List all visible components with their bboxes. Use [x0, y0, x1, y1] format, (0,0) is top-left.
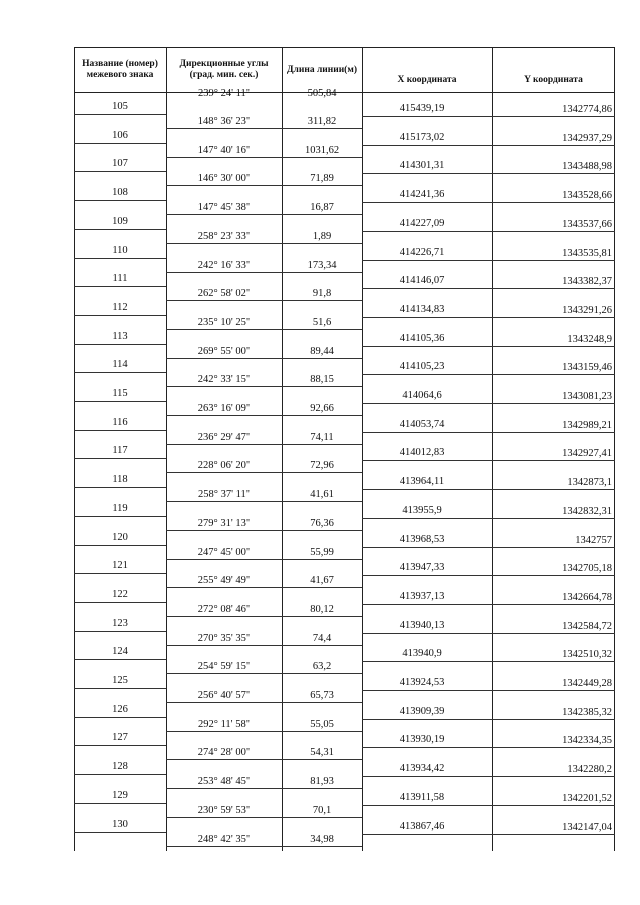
y-coordinate: 1343291,26 — [562, 304, 612, 316]
row-divider — [362, 489, 615, 490]
row-divider — [74, 430, 166, 431]
y-coordinate: 1342774,86 — [562, 104, 612, 115]
table-header — [74, 47, 615, 93]
boundary-mark-name: 128 — [112, 761, 128, 773]
direction-angle: 147° 45' 38" — [197, 202, 251, 214]
direction-angle: 258° 23' 33" — [197, 230, 251, 242]
y-coordinate: 1342280,2 — [567, 764, 612, 776]
y-coordinate: 1342201,52 — [562, 792, 612, 804]
x-coordinate: 413867,46 — [399, 820, 445, 832]
direction-angle: 228° 06' 20" — [197, 460, 251, 472]
row-divider — [166, 185, 362, 186]
y-coordinate: 1342937,29 — [562, 132, 612, 144]
row-divider — [166, 673, 362, 674]
row-divider — [166, 386, 362, 387]
x-coordinate: 413968,53 — [399, 533, 445, 545]
header-x: X координата — [397, 74, 457, 85]
line-length: 63,2 — [312, 661, 332, 673]
direction-angle: 247° 45' 00" — [197, 546, 251, 558]
x-coordinate: 413937,13 — [399, 590, 445, 602]
row-divider — [166, 501, 362, 502]
boundary-mark-name: 114 — [112, 359, 128, 371]
row-divider — [166, 243, 362, 244]
row-divider — [166, 272, 362, 273]
row-divider — [362, 346, 615, 347]
row-divider — [362, 747, 615, 748]
direction-angle: 269° 55' 00" — [197, 345, 251, 357]
boundary-mark-name: 124 — [112, 646, 128, 658]
row-divider — [362, 403, 615, 404]
row-divider — [74, 745, 166, 746]
boundary-mark-name: 120 — [112, 531, 128, 543]
row-divider — [74, 631, 166, 632]
x-coordinate: 415439,19 — [399, 103, 445, 114]
row-divider — [74, 315, 166, 316]
direction-angle: 270° 35' 35" — [197, 632, 251, 644]
line-length: 81,93 — [310, 776, 334, 788]
x-coordinate: 414105,36 — [399, 332, 445, 344]
row-divider — [362, 317, 615, 318]
row-divider — [74, 516, 166, 517]
row-divider — [74, 114, 166, 115]
y-coordinate: 1343382,37 — [562, 276, 612, 288]
row-divider — [362, 575, 615, 576]
line-length: 34,98 — [310, 833, 334, 845]
row-divider — [362, 260, 615, 261]
boundary-mark-name: 106 — [112, 129, 128, 141]
x-coordinate: 413940,9 — [402, 648, 442, 660]
line-length: 74,11 — [310, 431, 334, 443]
direction-angle: 236° 29' 47" — [197, 431, 251, 443]
boundary-mark-name: 107 — [112, 158, 128, 170]
x-coordinate: 414146,07 — [399, 275, 445, 287]
row-divider — [74, 832, 166, 833]
direction-angle: 147° 40' 16" — [197, 144, 251, 156]
x-coordinate: 413934,42 — [399, 763, 445, 775]
y-coordinate: 1342449,28 — [562, 678, 612, 689]
header-angle: Дирекционные углы (град. мин. сек.) — [179, 59, 269, 80]
boundary-mark-name: 129 — [112, 789, 128, 801]
row-divider — [74, 143, 166, 144]
boundary-mark-name: 108 — [112, 187, 128, 199]
y-coordinate: 1342334,35 — [562, 735, 612, 747]
row-divider — [74, 602, 166, 603]
boundary-mark-name: 126 — [112, 703, 128, 715]
row-divider — [166, 444, 362, 445]
row-divider — [74, 803, 166, 804]
row-divider — [74, 545, 166, 546]
x-coordinate: 414064,6 — [402, 390, 442, 401]
row-divider — [74, 717, 166, 718]
row-divider — [166, 300, 362, 301]
line-length: 89,44 — [310, 345, 334, 357]
boundary-mark-name: 125 — [112, 675, 128, 686]
line-length: 88,15 — [310, 374, 334, 386]
x-coordinate: 414053,74 — [399, 418, 445, 430]
row-divider — [362, 460, 615, 461]
x-coordinate: 414012,83 — [399, 447, 445, 459]
row-divider — [166, 759, 362, 760]
x-coordinate: 413930,19 — [399, 734, 445, 746]
row-divider — [362, 288, 615, 289]
direction-angle: 292° 11' 58" — [198, 718, 250, 730]
line-length: 91,8 — [312, 288, 332, 300]
row-divider — [362, 547, 615, 548]
line-length: 51,6 — [312, 316, 332, 328]
boundary-mark-name: 116 — [112, 416, 128, 428]
row-divider — [74, 487, 166, 488]
header-y: Y координата — [524, 74, 583, 85]
row-divider — [362, 145, 615, 146]
line-length: 41,67 — [310, 575, 334, 587]
row-divider — [74, 344, 166, 345]
direction-angle: 148° 36' 23" — [197, 116, 251, 127]
direction-angle: 272° 08' 46" — [197, 603, 251, 615]
boundary-mark-name: 123 — [112, 617, 128, 629]
row-divider — [362, 604, 615, 605]
x-coordinate: 414105,23 — [399, 361, 445, 373]
direction-angle: 253° 48' 45" — [197, 776, 251, 788]
direction-angle: 230° 59' 53" — [197, 804, 251, 816]
row-divider — [362, 661, 615, 662]
line-length: 311,82 — [307, 116, 337, 127]
direction-angle: 239° 24' 11" — [198, 88, 250, 99]
x-coordinate: 414241,36 — [399, 189, 445, 201]
line-length: 92,66 — [310, 403, 334, 414]
row-divider — [166, 329, 362, 330]
y-coordinate: 1342989,21 — [562, 419, 612, 431]
boundary-mark-name: 118 — [112, 474, 128, 486]
row-divider — [362, 231, 615, 232]
line-length: 80,12 — [310, 603, 334, 615]
line-length: 173,34 — [307, 259, 337, 271]
row-divider — [74, 229, 166, 230]
line-length: 505,84 — [307, 88, 337, 99]
row-divider — [74, 401, 166, 402]
y-coordinate: 1342873,1 — [567, 477, 612, 489]
x-coordinate: 415173,02 — [399, 131, 445, 143]
row-divider — [166, 817, 362, 818]
boundary-mark-name: 115 — [112, 388, 128, 399]
row-divider — [166, 128, 362, 129]
row-divider — [74, 372, 166, 373]
y-coordinate: 1342385,32 — [562, 706, 612, 718]
x-coordinate: 414134,83 — [399, 303, 445, 315]
row-divider — [166, 587, 362, 588]
line-length: 55,05 — [310, 718, 334, 730]
line-length: 1,89 — [312, 230, 332, 242]
header-length: Длина линии(м) — [287, 64, 357, 75]
line-length: 55,99 — [310, 546, 334, 558]
y-coordinate: 1343488,98 — [562, 161, 612, 173]
row-divider — [362, 805, 615, 806]
boundary-mark-name: 105 — [112, 101, 128, 112]
table-column-divider — [614, 47, 615, 851]
y-coordinate: 1343159,46 — [562, 362, 612, 374]
row-divider — [362, 719, 615, 720]
y-coordinate: 1342927,41 — [562, 448, 612, 460]
line-length: 70,1 — [312, 804, 332, 816]
x-coordinate: 413955,9 — [402, 504, 442, 516]
y-coordinate: 1343248,9 — [567, 333, 612, 345]
boundary-mark-name: 130 — [112, 818, 128, 830]
direction-angle: 258° 37' 11" — [198, 489, 250, 501]
boundary-mark-name: 110 — [112, 244, 128, 256]
y-coordinate: 1343535,81 — [562, 247, 612, 259]
row-divider — [166, 530, 362, 531]
row-divider — [166, 358, 362, 359]
row-divider — [166, 214, 362, 215]
row-divider — [74, 688, 166, 689]
row-divider — [166, 846, 362, 847]
boundary-mark-name: 119 — [112, 502, 128, 514]
row-divider — [166, 472, 362, 473]
row-divider — [362, 374, 615, 375]
direction-angle: 248° 42' 35" — [197, 833, 251, 845]
y-coordinate: 1343081,23 — [562, 391, 612, 402]
x-coordinate: 413909,39 — [399, 705, 445, 717]
boundary-mark-name: 113 — [112, 330, 128, 342]
boundary-mark-name: 122 — [112, 588, 128, 600]
row-divider — [362, 202, 615, 203]
direction-angle: 235° 10' 25" — [197, 316, 251, 328]
direction-angle: 255° 49' 49" — [197, 575, 251, 587]
line-length: 71,89 — [310, 173, 334, 185]
row-divider — [166, 157, 362, 158]
row-divider — [74, 258, 166, 259]
direction-angle: 254° 59' 15" — [197, 661, 251, 673]
y-coordinate: 1342584,72 — [562, 620, 612, 632]
x-coordinate: 413924,53 — [399, 677, 445, 688]
boundary-mark-name: 121 — [112, 560, 128, 572]
y-coordinate: 1343528,66 — [562, 190, 612, 202]
y-coordinate: 1343537,66 — [562, 218, 612, 230]
row-divider — [166, 702, 362, 703]
row-divider — [74, 171, 166, 172]
direction-angle: 256° 40' 57" — [197, 690, 251, 701]
line-length: 72,96 — [310, 460, 334, 472]
x-coordinate: 414226,71 — [399, 246, 445, 258]
line-length: 54,31 — [310, 747, 334, 759]
y-coordinate: 1342705,18 — [562, 563, 612, 575]
direction-angle: 262° 58' 02" — [197, 288, 251, 300]
x-coordinate: 414227,09 — [399, 217, 445, 229]
direction-angle: 242° 16' 33" — [197, 259, 251, 271]
row-divider — [166, 788, 362, 789]
x-coordinate: 413940,13 — [399, 619, 445, 631]
row-divider — [74, 458, 166, 459]
row-divider — [74, 573, 166, 574]
row-divider — [362, 834, 615, 835]
boundary-mark-name: 109 — [112, 215, 128, 227]
direction-angle: 146° 30' 00" — [197, 173, 251, 185]
direction-angle: 274° 28' 00" — [197, 747, 251, 759]
row-divider — [166, 415, 362, 416]
x-coordinate: 413947,33 — [399, 562, 445, 574]
line-length: 76,36 — [310, 517, 334, 529]
line-length: 65,73 — [310, 690, 334, 701]
row-divider — [362, 173, 615, 174]
row-divider — [74, 659, 166, 660]
y-coordinate: 1342510,32 — [562, 649, 612, 661]
line-length: 41,61 — [310, 489, 334, 501]
row-divider — [166, 731, 362, 732]
row-divider — [166, 616, 362, 617]
x-coordinate: 413911,58 — [399, 791, 445, 803]
direction-angle: 263° 16' 09" — [197, 403, 251, 414]
y-coordinate: 1342664,78 — [562, 591, 612, 603]
row-divider — [362, 690, 615, 691]
row-divider — [74, 286, 166, 287]
row-divider — [166, 645, 362, 646]
row-divider — [362, 633, 615, 634]
boundary-mark-name: 117 — [112, 445, 128, 457]
row-divider — [362, 116, 615, 117]
line-length: 16,87 — [310, 202, 334, 214]
row-divider — [362, 518, 615, 519]
x-coordinate: 413964,11 — [399, 476, 445, 488]
boundary-mark-name: 112 — [112, 301, 128, 313]
direction-angle: 279° 31' 13" — [197, 517, 251, 529]
x-coordinate: 414301,31 — [399, 160, 445, 172]
line-length: 74,4 — [312, 632, 332, 644]
boundary-mark-name: 111 — [112, 273, 128, 285]
row-divider — [74, 774, 166, 775]
y-coordinate: 1342757 — [575, 534, 612, 546]
row-divider — [362, 776, 615, 777]
header-name: Название (номер) межевого знака — [82, 59, 158, 80]
boundary-mark-name: 127 — [112, 732, 128, 744]
row-divider — [74, 200, 166, 201]
y-coordinate: 1342832,31 — [562, 505, 612, 517]
row-divider — [362, 432, 615, 433]
line-length: 1031,62 — [304, 144, 340, 156]
y-coordinate: 1342147,04 — [562, 821, 612, 833]
direction-angle: 242° 33' 15" — [197, 374, 251, 386]
row-divider — [166, 559, 362, 560]
